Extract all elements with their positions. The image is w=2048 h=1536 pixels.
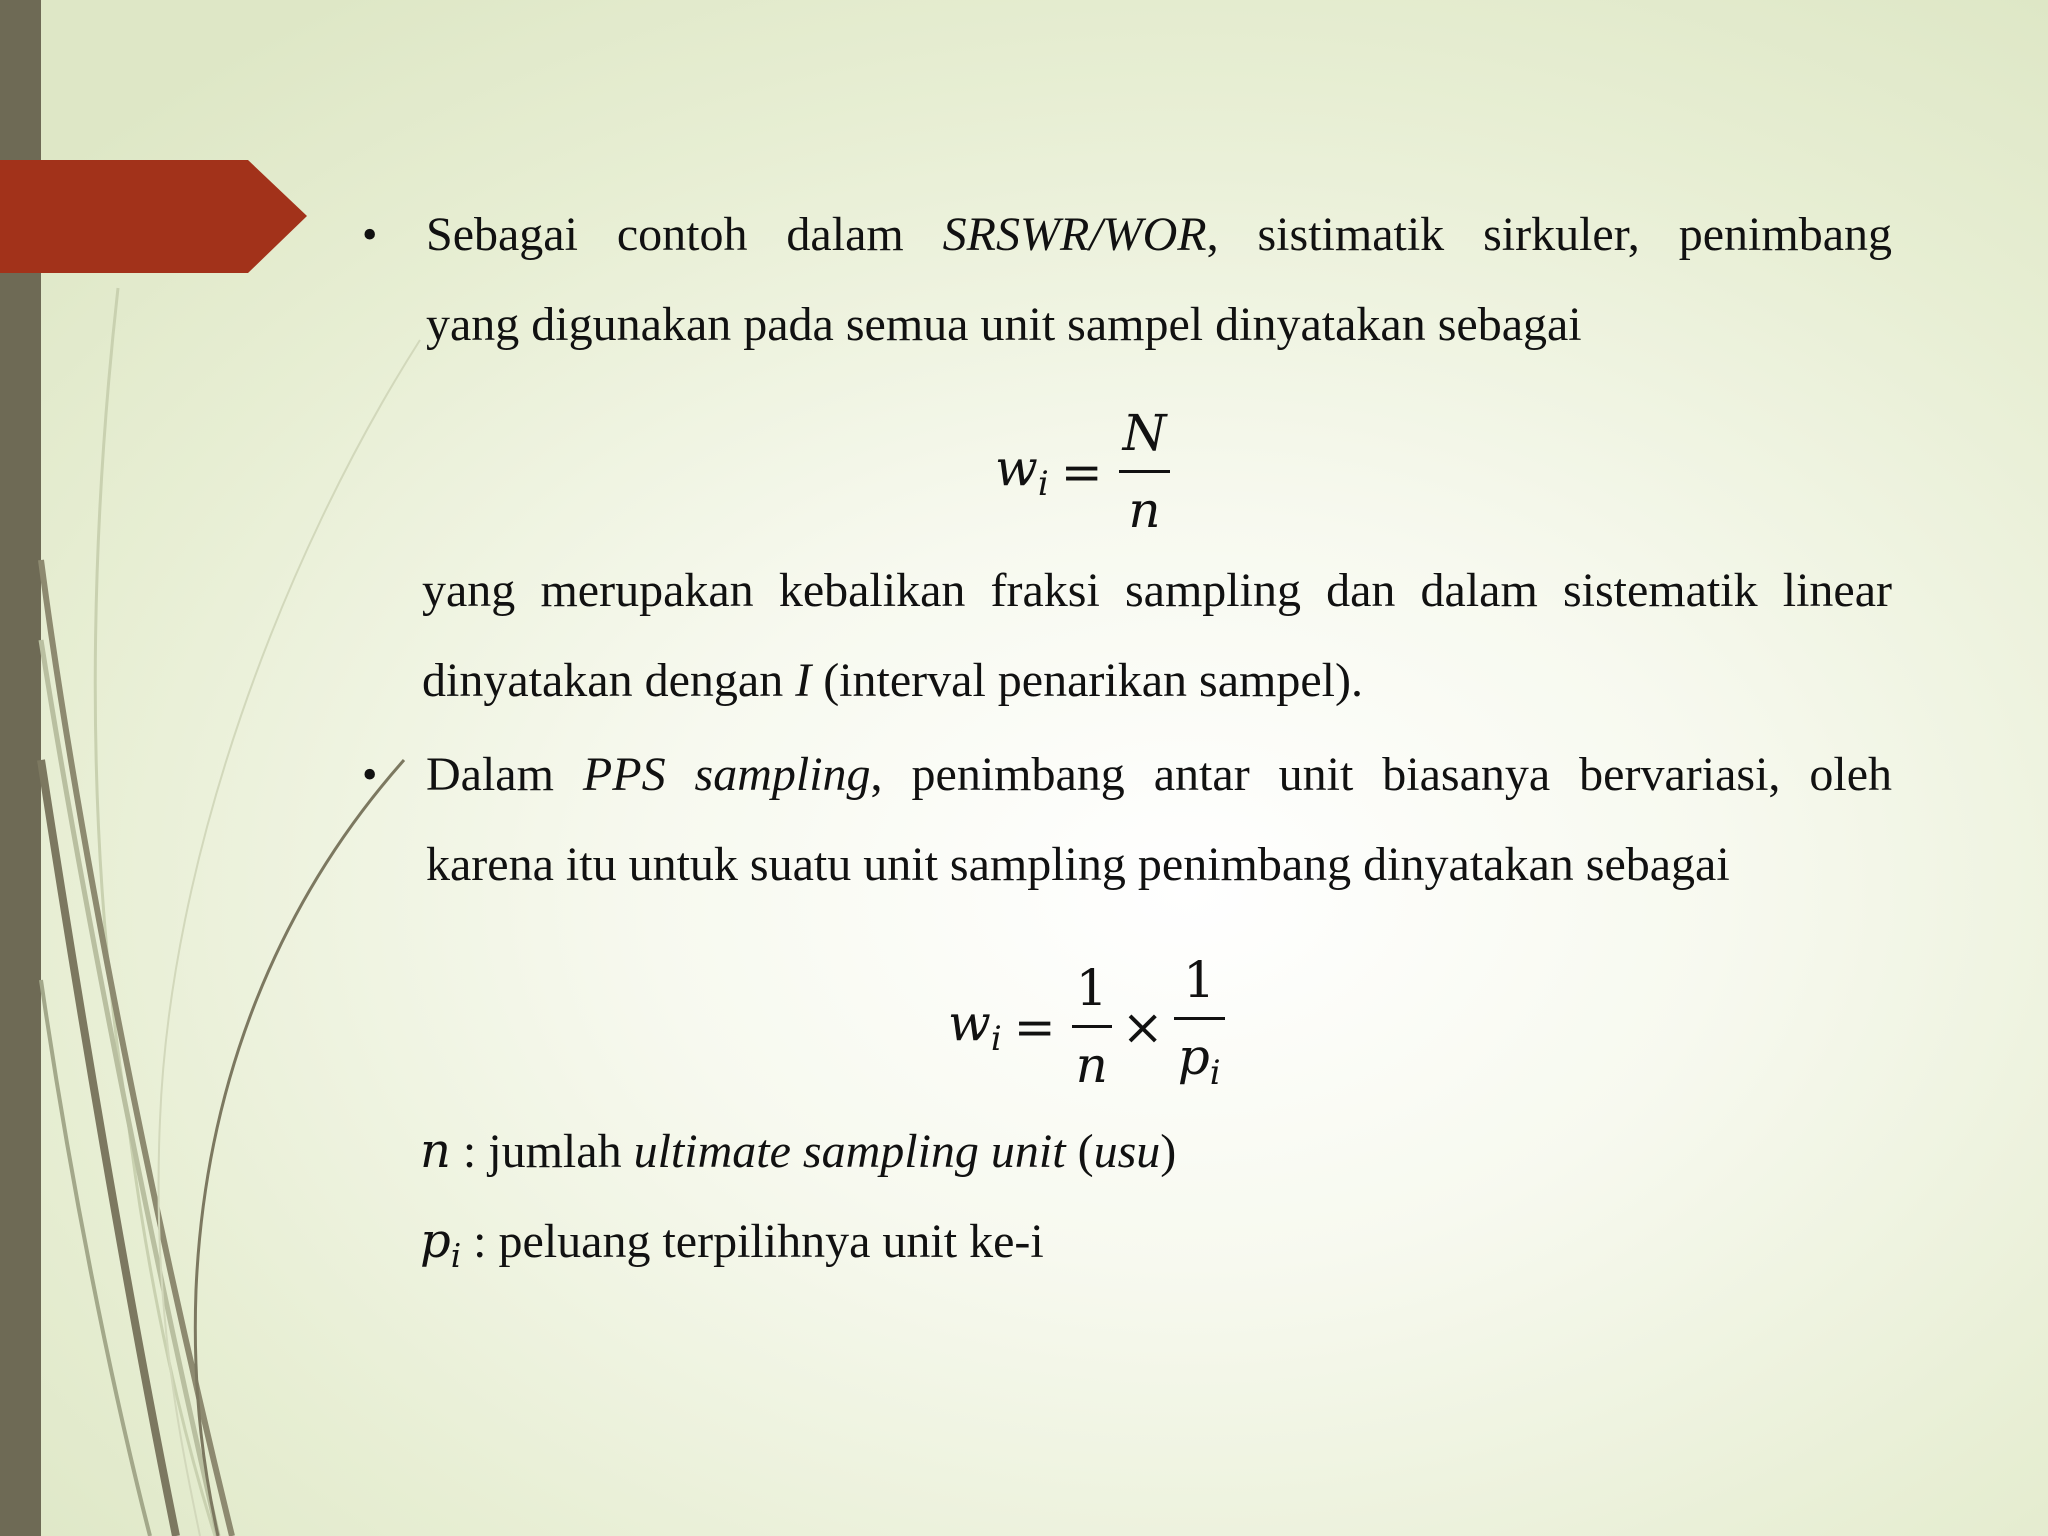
eq1-denominator: n xyxy=(1128,481,1161,539)
bullet-1-line-1 xyxy=(426,205,1892,265)
eq1-fraction xyxy=(1119,404,1171,539)
eq1-lhs: $w_i$ xyxy=(995,438,1049,505)
continuation-line-1: yang merupakan kebalikan fraksi sampling dan dalam sistematik linear xyxy=(422,564,1892,617)
definition-n-text: : jumlah xyxy=(450,1125,634,1178)
eq1-equals: = xyxy=(1060,442,1103,501)
bullet-2-text-before: Dalam xyxy=(426,748,554,801)
bullet-2-italic-term: PPS sampling xyxy=(582,748,871,801)
definition-n-italic: ultimate sampling unit xyxy=(633,1125,1066,1178)
bullet-1-italic-term: SRSWR/WOR xyxy=(942,208,1207,261)
eq2-frac1-denominator: n xyxy=(1075,1036,1108,1095)
definition-p-symbol: $p_i$ xyxy=(420,1213,462,1275)
eq2-times: × xyxy=(1121,997,1164,1056)
definition-n xyxy=(420,1121,1176,1182)
bullet-1-line-2: yang digunakan pada semua unit sampel dinyatakan sebagai xyxy=(426,298,1582,351)
eq2-frac2-numerator: 1 xyxy=(1183,951,1216,1009)
bullet-1-text-after: , sistimatik sirkuler, penimbang xyxy=(1206,208,1892,261)
eq2-fraction-2 xyxy=(1174,951,1225,1102)
eq2-frac1-bar xyxy=(1072,1025,1112,1028)
eq2-frac2-denominator: $p_i$ xyxy=(1177,1028,1221,1094)
continuation-text-before: dinyatakan dengan xyxy=(422,654,784,707)
eq2-equals: = xyxy=(1013,997,1056,1056)
equation-weight-srs xyxy=(995,404,1174,539)
definition-p-text: : peluang terpilihnya unit ke-i xyxy=(461,1215,1044,1268)
bullet-2-line-2: karena itu untuk suatu unit sampling penimbang dinyatakan sebagai xyxy=(426,838,1730,891)
paren-open: ( xyxy=(1065,1125,1094,1178)
interval-variable: I xyxy=(795,654,812,707)
continuation-text-after: (interval penarikan sampel). xyxy=(823,654,1363,707)
eq2-frac2-bar xyxy=(1174,1017,1225,1020)
eq1-fraction-bar xyxy=(1119,470,1171,473)
bullet-2-text-after: , penimbang antar unit biasanya bervariasi, oleh xyxy=(870,748,1893,801)
continuation-line-2 xyxy=(422,651,1888,711)
equation-weight-pps xyxy=(948,951,1229,1102)
definition-n-abbrev: usu xyxy=(1093,1125,1161,1178)
eq2-lhs: $w_i$ xyxy=(948,994,1002,1060)
paren-close: ) xyxy=(1160,1125,1177,1178)
eq2-frac1-numerator: 1 xyxy=(1075,959,1108,1018)
bullet-marker: • xyxy=(362,750,378,799)
eq2-fraction-1 xyxy=(1072,959,1112,1094)
arrow-tab xyxy=(0,160,307,273)
bullet-1-text-before: Sebagai contoh dalam xyxy=(426,208,904,261)
eq1-numerator: N xyxy=(1122,404,1167,462)
bullet-2-line-1 xyxy=(426,745,1892,805)
definition-n-symbol: n xyxy=(420,1123,451,1179)
bullet-marker: • xyxy=(362,210,378,259)
definition-p xyxy=(420,1211,1044,1286)
